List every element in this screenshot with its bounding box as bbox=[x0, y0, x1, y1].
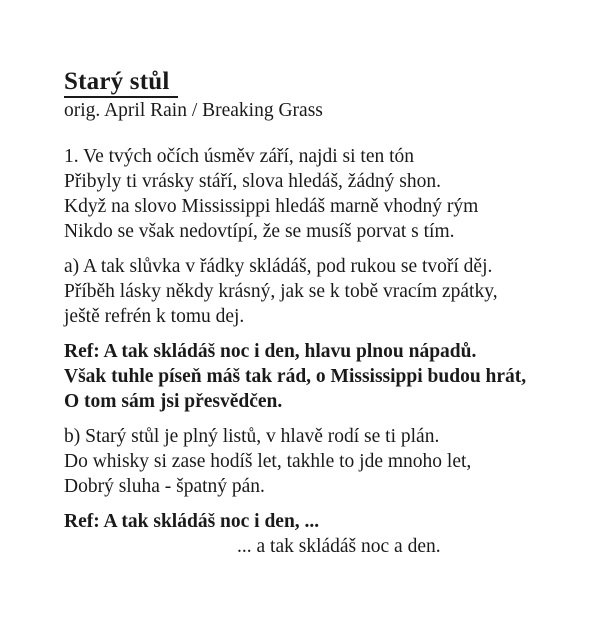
stanza bbox=[64, 144, 574, 244]
lyric-line: 1. Ve tvých očích úsměv září, najdi si ten tón bbox=[64, 146, 415, 167]
stanza bbox=[64, 509, 574, 559]
lyric-line: Ref: A tak skládáš noc i den, ... bbox=[64, 511, 320, 532]
lyric-line: a) A tak slůvka v řádky skládáš, pod rukou se tvoří děj. bbox=[64, 256, 493, 277]
page-title-text: Starý stůl bbox=[64, 68, 178, 98]
lyric-line: Do whisky si zase hodíš let, takhle to jde mnoho let, bbox=[64, 451, 472, 472]
lyric-line: Dobrý sluha - špatný pán. bbox=[64, 476, 265, 497]
stanza bbox=[64, 339, 574, 414]
lyric-line: Příběh lásky někdy krásný, jak se k tobě vracím zpátky, bbox=[64, 281, 498, 302]
stanza bbox=[64, 254, 574, 329]
subtitle: orig. April Rain / Breaking Grass bbox=[64, 100, 323, 121]
lyric-line: ještě refrén k tomu dej. bbox=[64, 306, 245, 327]
lyric-line: Když na slovo Mississippi hledáš marně vhodný rým bbox=[64, 196, 479, 217]
lyric-line: Ref: A tak skládáš noc i den, hlavu plnou nápadů. bbox=[64, 341, 477, 362]
lyric-line: Nikdo se však nedovtípí, že se musíš porvat s tím. bbox=[64, 221, 455, 242]
stanza bbox=[64, 424, 574, 499]
page-title bbox=[64, 68, 574, 95]
lyric-line: ... a tak skládáš noc a den. bbox=[237, 536, 441, 557]
lyric-line: Však tuhle píseň máš tak rád, o Mississippi budou hrát, bbox=[64, 366, 527, 387]
lyric-line: b) Starý stůl je plný listů, v hlavě rodí se ti plán. bbox=[64, 426, 440, 447]
lyric-line: O tom sám jsi přesvědčen. bbox=[64, 391, 283, 412]
lyrics bbox=[64, 144, 574, 559]
lyric-line: Přibyly ti vrásky stáří, slova hledáš, žádný shon. bbox=[64, 171, 441, 192]
